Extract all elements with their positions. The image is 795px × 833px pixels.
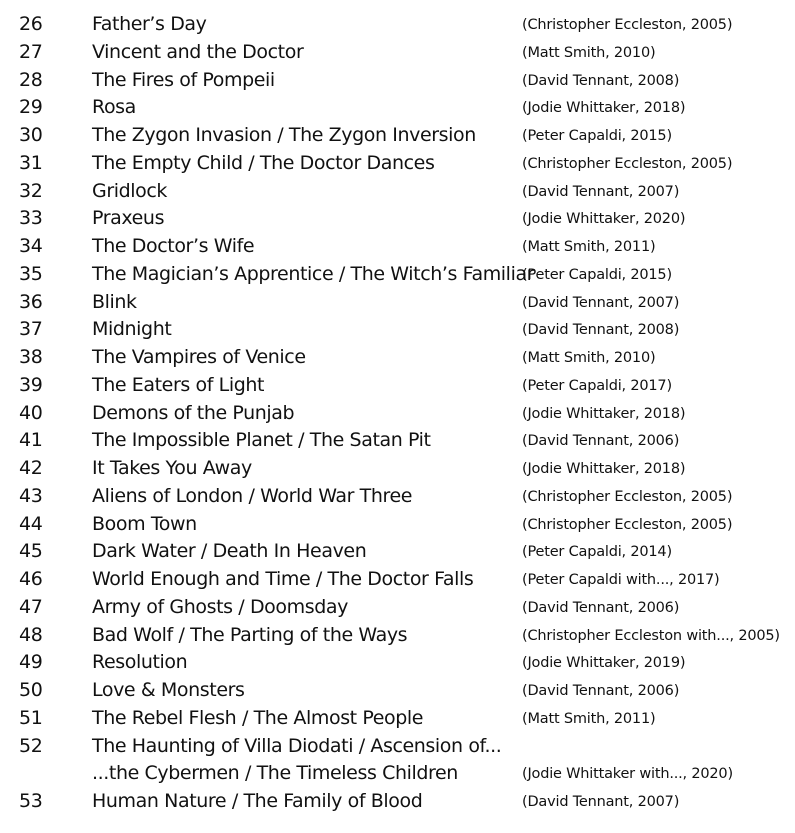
- episode-row: [0, 316, 795, 344]
- episode-title: Resolution: [92, 651, 188, 674]
- episode-title: The Magician’s Apprentice / The Witch’s Familiar: [92, 262, 535, 285]
- episode-row: [0, 760, 795, 788]
- episode-row: [0, 455, 795, 483]
- episode-title: The Zygon Invasion / The Zygon Inversion: [92, 124, 476, 146]
- episode-row: [0, 566, 795, 594]
- episode-row: [0, 511, 795, 539]
- episode-credit: (Matt Smith, 2010): [522, 44, 656, 61]
- episode-rank: 27: [19, 40, 43, 63]
- episode-credit: (David Tennant, 2006): [522, 599, 680, 616]
- episode-title: The Fires of Pompeii: [92, 68, 275, 91]
- episode-credit: (David Tennant, 2006): [522, 683, 680, 699]
- episode-credit: (Christopher Eccleston, 2005): [522, 516, 733, 533]
- episode-row: [0, 39, 795, 67]
- episode-credit: (David Tennant, 2008): [522, 322, 680, 339]
- episode-title: The Rebel Flesh / The Almost People: [92, 706, 424, 729]
- episode-row: [0, 289, 795, 317]
- episode-title: Aliens of London / World War Three: [92, 484, 413, 507]
- episode-rank: 29: [19, 96, 43, 119]
- episode-title: The Empty Child / The Doctor Dances: [92, 151, 435, 174]
- episode-title: Dark Water / Death In Heaven: [92, 540, 367, 563]
- episode-row: [0, 594, 795, 622]
- episode-rank: 46: [19, 568, 43, 590]
- episode-credit: (David Tennant, 2007): [522, 183, 680, 200]
- episode-row: [0, 622, 795, 650]
- episode-row: [0, 733, 795, 761]
- episode-credit: (Peter Capaldi, 2014): [522, 544, 672, 561]
- episode-title: Vincent and the Doctor: [92, 40, 304, 63]
- episode-rank: 47: [19, 595, 43, 618]
- episode-title: Bad Wolf / The Parting of the Ways: [92, 623, 408, 646]
- episode-rank: 49: [19, 651, 43, 674]
- episode-rank: 43: [19, 484, 43, 507]
- episode-rank: 51: [19, 706, 43, 729]
- episode-title: Blink: [92, 290, 137, 313]
- episode-row: [0, 261, 795, 289]
- episode-rank: 37: [19, 318, 43, 341]
- episode-title: It Takes You Away: [92, 457, 252, 479]
- episode-credit: (Jodie Whittaker, 2020): [522, 211, 686, 228]
- episode-rank: 44: [19, 512, 43, 535]
- episode-row: [0, 11, 795, 39]
- episode-row: [0, 677, 795, 705]
- episode-rank: 50: [19, 679, 43, 701]
- episode-credit: (Matt Smith, 2010): [522, 350, 656, 366]
- episode-row: [0, 205, 795, 233]
- episode-title: Praxeus: [92, 207, 165, 230]
- episode-credit: (David Tennant, 2008): [522, 72, 680, 89]
- episode-credit: (David Tennant, 2007): [522, 794, 680, 810]
- episode-rank: 45: [19, 540, 43, 563]
- episode-row: [0, 122, 795, 150]
- episode-rank: 52: [19, 734, 43, 757]
- episode-credit: (Matt Smith, 2011): [522, 710, 656, 727]
- episode-credit: (Christopher Eccleston, 2005): [522, 155, 733, 172]
- episode-title: The Vampires of Venice: [92, 346, 306, 368]
- episode-rank: 35: [19, 262, 43, 285]
- episode-row: [0, 649, 795, 677]
- episode-list: [0, 11, 795, 816]
- episode-credit: (Christopher Eccleston with..., 2005): [522, 627, 780, 644]
- episode-row: [0, 372, 795, 400]
- episode-credit: (Christopher Eccleston, 2005): [522, 488, 733, 505]
- episode-credit: (Peter Capaldi with..., 2017): [522, 572, 720, 588]
- episode-credit: (Peter Capaldi, 2015): [522, 266, 672, 283]
- episode-title: The Haunting of Villa Diodati / Ascension of...: [92, 734, 502, 757]
- episode-title: Demons of the Punjab: [92, 401, 295, 424]
- episode-title: Gridlock: [92, 179, 168, 202]
- episode-rank: 36: [19, 290, 43, 313]
- episode-row: [0, 705, 795, 733]
- episode-title: The Impossible Planet / The Satan Pit: [92, 429, 431, 452]
- episode-rank: 31: [19, 151, 43, 174]
- episode-rank: 41: [19, 429, 43, 452]
- episode-credit: (Jodie Whittaker with..., 2020): [522, 766, 733, 783]
- episode-row: [0, 233, 795, 261]
- episode-credit: (Jodie Whittaker, 2018): [522, 405, 686, 422]
- episode-credit: (Matt Smith, 2011): [522, 239, 656, 255]
- episode-credit: (Jodie Whittaker, 2018): [522, 461, 686, 477]
- episode-row: [0, 788, 795, 816]
- episode-rank: 53: [19, 790, 43, 812]
- episode-credit: (David Tennant, 2006): [522, 433, 680, 450]
- episode-rank: 48: [19, 623, 43, 646]
- episode-credit: (Jodie Whittaker, 2018): [522, 100, 686, 117]
- episode-rank: 33: [19, 207, 43, 230]
- episode-credit: (Peter Capaldi, 2015): [522, 128, 672, 144]
- episode-rank: 39: [19, 373, 43, 396]
- episode-title: Human Nature / The Family of Blood: [92, 790, 423, 812]
- episode-title: The Doctor’s Wife: [92, 235, 255, 257]
- episode-title: Army of Ghosts / Doomsday: [92, 595, 348, 618]
- episode-rank: 32: [19, 179, 43, 202]
- episode-credit: (Jodie Whittaker, 2019): [522, 655, 686, 672]
- episode-rank: 34: [19, 235, 43, 257]
- episode-title: Boom Town: [92, 512, 197, 535]
- episode-title: Rosa: [92, 96, 136, 119]
- episode-title: ...the Cybermen / The Timeless Children: [92, 762, 458, 785]
- episode-title: The Eaters of Light: [92, 373, 265, 396]
- episode-rank: 28: [19, 68, 43, 91]
- episode-rank: 26: [19, 13, 43, 35]
- episode-rank: 30: [19, 124, 43, 146]
- episode-row: [0, 538, 795, 566]
- episode-rank: 40: [19, 401, 43, 424]
- episode-rank: 42: [19, 457, 43, 479]
- episode-row: [0, 150, 795, 178]
- episode-credit: (David Tennant, 2007): [522, 294, 680, 311]
- episode-row: [0, 427, 795, 455]
- episode-row: [0, 344, 795, 372]
- episode-row: [0, 400, 795, 428]
- episode-row: [0, 67, 795, 95]
- episode-title: World Enough and Time / The Doctor Falls: [92, 568, 474, 590]
- episode-title: Father’s Day: [92, 13, 207, 35]
- episode-credit: (Christopher Eccleston, 2005): [522, 17, 733, 33]
- episode-row: [0, 178, 795, 206]
- episode-row: [0, 483, 795, 511]
- episode-title: Love & Monsters: [92, 679, 245, 701]
- episode-rank: 38: [19, 346, 43, 368]
- episode-credit: (Peter Capaldi, 2017): [522, 377, 672, 394]
- episode-row: [0, 94, 795, 122]
- episode-title: Midnight: [92, 318, 172, 341]
